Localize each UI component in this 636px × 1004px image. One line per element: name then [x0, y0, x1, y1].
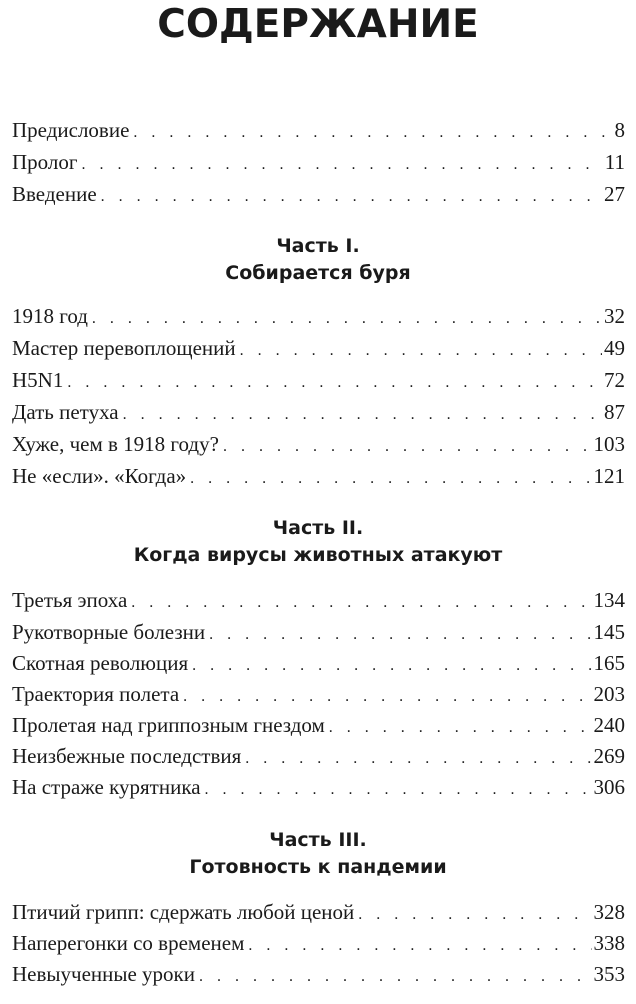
toc-entry-page: 240	[593, 713, 625, 737]
toc-entry-label: Дать петуха	[12, 400, 119, 424]
toc-entry-label: Мастер перевоплощений	[12, 336, 236, 360]
toc-dot-leader	[123, 399, 602, 431]
toc-entry-page: 121	[593, 464, 625, 488]
toc-entry-page: 338	[593, 931, 625, 955]
toc-entry-page: 134	[593, 588, 625, 612]
toc-entry-label: Предисловие	[12, 118, 130, 142]
toc-entry[interactable]	[12, 300, 625, 332]
toc-entry-label: На страже курятника	[12, 775, 201, 799]
toc-entry-label: 1918 год	[12, 304, 88, 328]
toc-entry-page: 145	[593, 620, 625, 644]
toc-entry[interactable]	[12, 332, 625, 364]
toc-entry-page: 165	[593, 651, 625, 675]
toc-entry[interactable]	[12, 771, 625, 803]
toc-entry-label: Введение	[12, 182, 97, 206]
toc-dot-leader	[131, 587, 591, 619]
toc-entry-label: Третья эпоха	[12, 588, 128, 612]
toc-dot-leader	[92, 303, 602, 335]
toc-entry[interactable]	[12, 460, 625, 492]
toc-entry-page: 8	[614, 118, 625, 142]
toc-entry-page: 72	[604, 368, 625, 392]
toc-entry-page: 32	[604, 304, 625, 328]
toc-entry-page: 306	[593, 775, 625, 799]
toc-entry-label: Неизбежные последствия	[12, 744, 242, 768]
toc-entry[interactable]	[12, 396, 625, 428]
toc-entry[interactable]	[12, 647, 625, 679]
toc-entry[interactable]	[12, 896, 625, 928]
toc-entry-label: Наперегонки со временем	[12, 931, 245, 955]
toc-dot-leader	[67, 367, 602, 399]
toc-entry-page: 269	[593, 744, 625, 768]
toc-dot-leader	[133, 117, 612, 149]
toc-dot-leader	[199, 961, 592, 993]
toc-entry-label: Не «если». «Когда»	[12, 464, 187, 488]
toc-entry-page: 87	[604, 400, 625, 424]
toc-entry-label: Хуже, чем в 1918 году?	[12, 432, 219, 456]
part-number: Часть II.	[272, 517, 364, 539]
toc-entry-page: 103	[593, 432, 625, 456]
toc-dot-leader	[240, 335, 602, 367]
toc-entry-label: Птичий грипп: сдержать любой ценой	[12, 900, 355, 924]
part-title: Когда вирусы животных атакуют	[133, 544, 503, 566]
part-title: Собирается буря	[225, 262, 411, 284]
toc-entry-page: 353	[593, 962, 625, 986]
toc-dot-leader	[223, 431, 592, 463]
toc-entry[interactable]	[12, 428, 625, 460]
toc-dot-leader	[205, 774, 592, 806]
toc-entry-label: Пролог	[12, 150, 78, 174]
toc-entry[interactable]	[12, 678, 625, 710]
toc-dot-leader	[190, 463, 591, 495]
toc-entry[interactable]	[12, 709, 625, 741]
toc-entry[interactable]	[12, 616, 625, 648]
toc-entry[interactable]	[12, 146, 625, 178]
toc-entry[interactable]	[12, 584, 625, 616]
toc-entry-label: Рукотворные болезни	[12, 620, 206, 644]
toc-entry-label: Скотная революция	[12, 651, 189, 675]
toc-entry-page: 328	[593, 900, 625, 924]
page-title: СОДЕРЖАНИЕ	[157, 2, 479, 47]
toc-entry-label: H5N1	[12, 368, 64, 392]
toc-entry[interactable]	[12, 740, 625, 772]
toc-entry-label: Траектория полета	[12, 682, 180, 706]
toc-entry-label: Пролетая над гриппозным гнездом	[12, 713, 325, 737]
toc-entry-page: 11	[604, 150, 625, 174]
part-title: Готовность к пандемии	[189, 856, 447, 878]
toc-entry[interactable]	[12, 114, 625, 146]
toc-entry-page: 27	[604, 182, 625, 206]
toc-entry[interactable]	[12, 927, 625, 959]
toc-entry[interactable]	[12, 178, 625, 210]
toc-entry-page: 203	[593, 682, 625, 706]
toc-entry-page: 49	[604, 336, 625, 360]
part-number: Часть III.	[269, 829, 367, 851]
toc-entry[interactable]	[12, 958, 625, 990]
toc-dot-leader	[81, 149, 602, 181]
toc-entry-label: Невыученные уроки	[12, 962, 195, 986]
toc-entry[interactable]	[12, 364, 625, 396]
toc-dot-leader	[101, 181, 602, 213]
part-number: Часть I.	[276, 235, 360, 257]
